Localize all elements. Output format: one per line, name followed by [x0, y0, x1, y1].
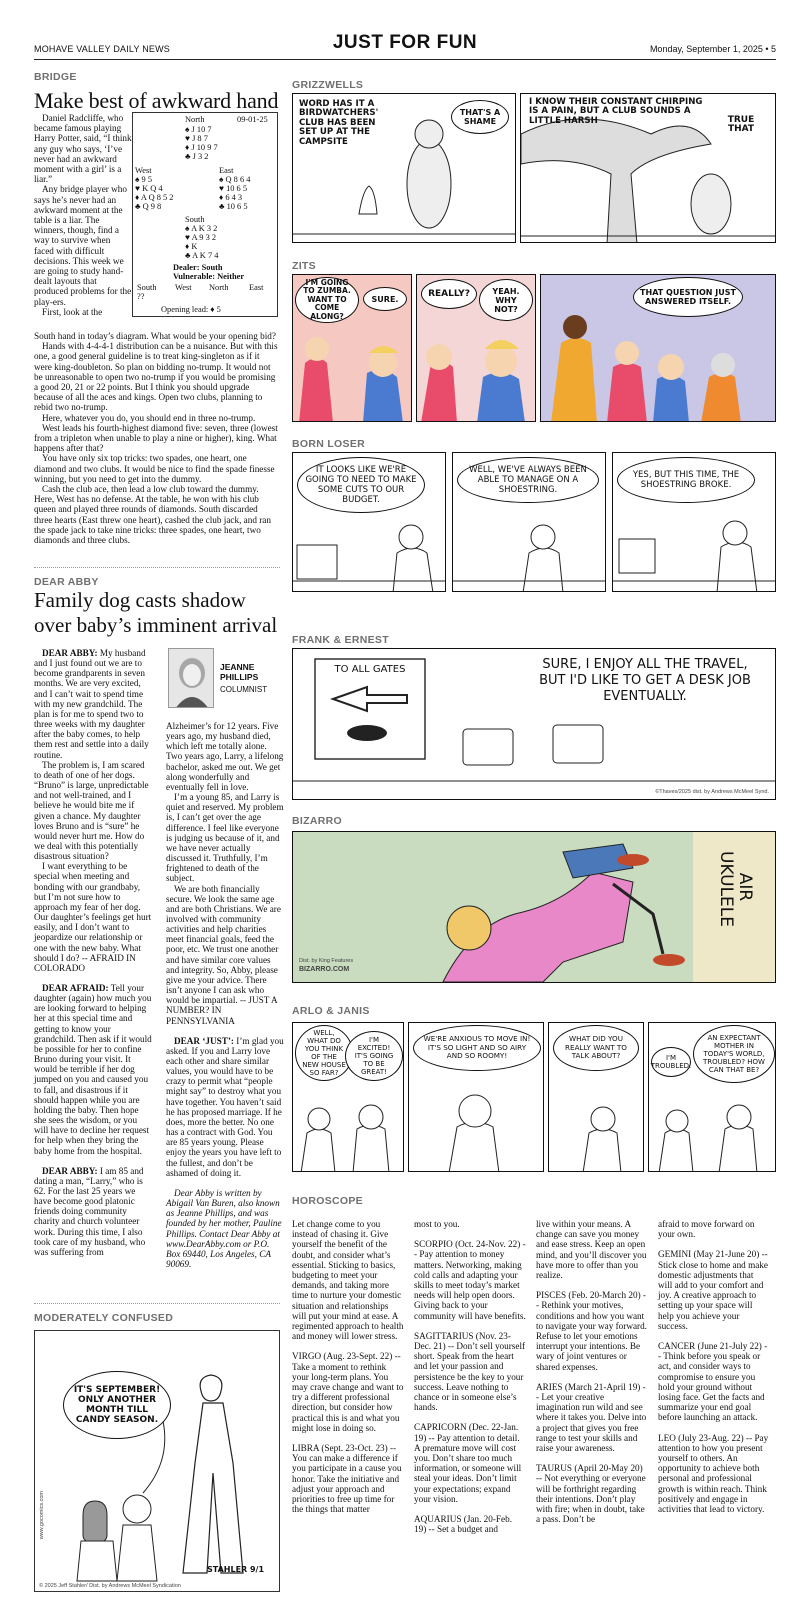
arlo-janis-panel-4	[648, 1022, 776, 1172]
page-title: JUST FOR FUN	[332, 32, 478, 53]
west-clubs: ♣ Q 9 8	[135, 202, 162, 211]
bridge-intro	[34, 113, 132, 317]
abby-reply-p1: Tell your daughter (again) how much you are looking forward to helping her at this special time and getting to know your grandchild. Then ask if it would be possible for her to confine Bruno during your visit. It would be terrible if her dog jumped on you and caused you to fall, and disastrous if it should happen while you are holding the baby. Then hope she sees the wisdom, or you will have to decline her request for help when they bring the baby home from the hospital.	[34, 983, 152, 1156]
west-hearts: ♥ K Q 4	[135, 184, 163, 193]
arlo-janis-panel-2	[408, 1022, 544, 1172]
zits-p2a-bubble: REALLY?	[421, 279, 477, 309]
born-loser-p2-bubble: WELL, WE'VE ALWAYS BEEN ABLE TO MANAGE ON A SHOESTRING.	[457, 457, 599, 503]
zits-comic	[292, 274, 776, 422]
horoscope-aquarius-cont: live within your means. A change can save you money and ease stress. Keep an open mind, and you’ll discover you have more to offer than you realize.	[536, 1219, 647, 1281]
bizarro-caption-1: AIR	[735, 872, 755, 902]
zits-panel-3	[540, 274, 776, 422]
bid-header-south: South	[137, 283, 157, 292]
confused-site: www.gocomics.com	[39, 1491, 45, 1540]
south-clubs: ♣ A K 7 4	[185, 251, 219, 260]
grizzwells-p3-text: I KNOW THEIR CONSTANT CHIRPING IS A PAIN, BUT A CLUB SOUNDS A LITTLE HARSH	[529, 97, 703, 126]
north-hearts: ♥ J 8 7	[185, 134, 208, 143]
south-hearts: ♥ A 9 3 2	[185, 233, 217, 242]
horoscope-sagittarius: SAGITTARIUS (Nov. 23-Dec. 21) -- Don’t sell yourself short. Speak from the heart and let your passion and persistence be the key to your success. Leave nothing to chance or in someone else’s hands.	[414, 1330, 526, 1413]
born-loser-panel-1	[292, 452, 446, 592]
east-label: East	[219, 166, 234, 175]
zits-p1a-bubble: I'M GOING TO ZUMBA. WANT TO COME ALONG?	[295, 277, 359, 323]
horoscope-cancer: CANCER (June 21-July 22) -- Think before you speak or act, and consider ways to compromise to ensure you hold your ground without losing face. Get the facts and summarize your end goal before launching an attack.	[658, 1341, 768, 1423]
horoscope-column-4	[658, 1219, 770, 1514]
columnist-name	[220, 662, 258, 682]
east-hearts: ♥ 10 6 5	[219, 184, 248, 193]
bridge-intro-p1: Daniel Radcliffe, who became famous playing Harry Potter, said, “I think any guy who says, ‘I’ve never had an awkward moment with a girl’ is a liar.”	[34, 113, 132, 185]
bid-header-north: North	[209, 283, 229, 292]
confused-signature: STAHLER 9/1	[207, 1565, 265, 1574]
abby-letter-p1: My husband and I just found out we are to become grandparents in seven months. We are very excited, and I can’t wait to spend time with my new grandchild. The plan is for me to spend two to three weeks with my daughter after the baby comes, to help them rest and settle into a daily routine.	[34, 648, 149, 760]
arlo-janis-kicker: ARLO & JANIS	[292, 1005, 370, 1017]
abby-letter2-p1: I am 85 and dating a man, “Larry,” who is 62. For the last 25 years we have become good platonic friends doing community charity and church volunteer work. During this time, I also took care of my husband, who was suffering from	[34, 1165, 146, 1257]
abby-footer: Dear Abby is written by Abigail Van Buren, also known as Jeanne Phillips, and was founded by her mother, Pauline Phillips. Contact Dear Abby at www.DearAbby.com or P.O. Box 69440, Los Angeles, CA 90069.	[166, 1187, 282, 1269]
arlo-janis-p3-bubble: WHAT DID YOU REALLY WANT TO TALK ABOUT?	[553, 1025, 639, 1071]
east-clubs: ♣ 10 6 5	[219, 202, 248, 211]
horoscope-aquarius: AQUARIUS (Jan. 20-Feb. 19) -- Set a budget and	[414, 1514, 512, 1535]
arlo-janis-p4a-bubble: I'M TROUBLED.	[651, 1047, 691, 1077]
grizzwells-kicker: GRIZZWELLS	[292, 79, 364, 91]
grizzwells-comic	[292, 93, 776, 243]
abby-lead-4: DEAR ‘JUST’:	[174, 1035, 234, 1046]
confused-kicker: MODERATELY CONFUSED	[34, 1312, 174, 1324]
bridge-headline: Make best of awkward hand	[34, 88, 279, 113]
south-label: South	[185, 215, 205, 224]
bridge-intro-p2: Any bridge player who says he’s never had an awkward moment at the table is a liar. The winners, though, find a way to survive when faced with difficult decisions. This week we are going to study hand-dealt layouts that produced problems for the play-ers.	[34, 184, 132, 307]
horoscope-aries: ARIES (March 21-April 19) -- Let your creative imagination run wild and see where it takes you. Delve into a project that gives you free range to test your skills and raise your awareness.	[536, 1381, 647, 1454]
bizarro-comic	[292, 831, 776, 983]
columnist-last-name: PHILLIPS	[220, 672, 259, 682]
arlo-janis-p1b-bubble: I'M EXCITED! IT'S GOING TO BE GREAT!	[345, 1031, 403, 1081]
confused-copyright: © 2025 Jeff Stahler/ Dist. by Andrews McMeel Syndication	[39, 1583, 181, 1589]
horoscope-libra: LIBRA (Sept. 23-Oct. 23) -- You can make a difference if you participate in a cause you honor. Take the initiative and adjust your approach and priorities to free up time for the things that matter	[292, 1443, 402, 1515]
grizzwells-p2-bubble: THAT'S A SHAME	[451, 100, 509, 134]
horoscope-taurus: TAURUS (April 20-May 20) -- Not everything or everyone will be forthright regarding their intentions. Don’t play with fire; when in doubt, take a pass. Don’t be	[536, 1463, 646, 1525]
bridge-body-p6: Cash the club ace, then lead a low club toward the dummy. Here, West has no defense. At the table, he won with his club queen and played three rounds of diamonds. South discarded three hearts (East threw one heart), cashed the club jack, and ran the spade jack to take nine tricks: three spades, one heart, two diamonds and three clubs.	[34, 484, 271, 546]
horoscope-column-2	[414, 1219, 526, 1534]
bridge-body-p1: South hand in today’s diagram. What would be your opening bid?	[34, 331, 276, 341]
zits-panel-2	[416, 274, 536, 422]
page-header	[34, 30, 776, 60]
west-spades: ♠ 9 5	[135, 175, 153, 184]
bizarro-caption-2: UKULELE	[716, 851, 736, 928]
abby-column-1	[34, 648, 152, 1257]
arlo-janis-panel-3	[548, 1022, 644, 1172]
columnist-photo	[168, 648, 214, 708]
abby-lead-3: DEAR ABBY:	[42, 1165, 98, 1176]
columnist-first-name: JEANNE	[220, 662, 255, 672]
frank-ernest-panel	[292, 648, 776, 800]
horoscope-intro: Let change come to you instead of chasing it. Give yourself the benefit of the doubt, and consider what’s essential. Sticking to basics, budgeting to meet your demands, and taking more time to nurture your domestic situation and relationships will put your mind at ease. A regimented approach to health and money will lower stress.	[292, 1219, 404, 1342]
bridge-body-p4: West leads his fourth-highest diamond five: seven, three (lowest from a tripleton when unable to play a nine or higher), king. What happens after that?	[34, 422, 278, 454]
arlo-janis-comic	[292, 1022, 776, 1172]
bridge-body-p5: You have only six top tricks: two spades, one heart, one diamond and two clubs. It would be nice to find the spade finesse winning, but you need to get into the dummy.	[34, 453, 275, 484]
born-loser-p1-bubble: IT LOOKS LIKE WE'RE GOING TO NEED TO MAKE SOME CUTS TO OUR BUDGET.	[297, 457, 425, 513]
horoscope-gemini: GEMINI (May 21-June 20) -- Stick close to home and make domestic adjustments that will add to your comfort and joy. A creative approach to setting up your space will help you achieve your success.	[658, 1249, 768, 1331]
newspaper-name: MOHAVE VALLEY DAILY NEWS	[34, 44, 171, 54]
page-date: Monday, September 1, 2025 • 5	[649, 44, 776, 54]
born-loser-comic	[292, 452, 776, 592]
born-loser-kicker: BORN LOSER	[292, 438, 366, 450]
frank-ernest-speech: SURE, I ENJOY ALL THE TRAVEL, BUT I'D LIKE TO GET A DESK JOB EVENTUALLY.	[539, 657, 751, 704]
dealer: Dealer: South	[173, 263, 223, 272]
grizzwells-p4-text: TRUE THAT	[727, 115, 755, 135]
arlo-janis-p2-bubble: WE'RE ANXIOUS TO MOVE IN! IT'S SO LIGHT AND SO AIRY AND SO ROOMY!	[413, 1025, 541, 1071]
horoscope-virgo: VIRGO (Aug. 23-Sept. 22) -- Take a moment to rethink your long-term plans. You may crave change and want to try a different professional direction, but consider how practical this is and what you might lose in doing so.	[292, 1351, 404, 1433]
zits-p3-bubble: THAT QUESTION JUST ANSWERED ITSELF.	[633, 277, 743, 317]
bizarro-caption	[716, 851, 755, 928]
west-diamonds: ♦ A Q 8 5 2	[135, 193, 174, 202]
grizzwells-panel-1	[292, 93, 516, 243]
horoscope-capricorn: CAPRICORN (Dec. 22-Jan. 19) -- Pay attention to detail. A premature move will cost you. Don’t share too much information, or someone will steal your ideas. Don’t limit your expectations; expand your vision.	[414, 1422, 522, 1504]
grizzwells-panel-2	[520, 93, 776, 243]
grizzwells-p1-text: WORD HAS IT A BIRDWATCHERS' CLUB HAS BEEN SET UP AT THE CAMPSITE	[299, 99, 379, 147]
born-loser-panel-3	[612, 452, 776, 592]
abby-letter2-p3: I’m a young 85, and Larry is quiet and reserved. My problem is, I can’t get over the age difference. I feel like everyone is judging us because of it, and we have never actually discussed it. Truthfully, I’m frightened to death of the subject.	[166, 792, 284, 884]
abby-kicker: DEAR ABBY	[34, 576, 99, 588]
zits-kicker: ZITS	[292, 260, 316, 272]
bridge-body-p3: Here, whatever you do, you should end in three no-trump.	[42, 412, 256, 423]
abby-letter2-p4: We are both financially secure. We look the same age and are both Christians. We are involved with community activities and help charities meet financial goals, feed the poor, etc. We trust one another and have similar core values and integrity. So, Abby, please give me your advice. There isn’t anyone I can ask who would be impartial. -- JUST A NUMBER? IN PENNSYLVANIA	[166, 883, 281, 1026]
bizarro-site: BIZARRO.COM	[299, 966, 350, 973]
horoscope-column-3	[536, 1219, 648, 1524]
arlo-janis-p4b-bubble: AN EXPECTANT MOTHER IN TODAY'S WORLD, TROUBLED? HOW CAN THAT BE?	[693, 1025, 775, 1083]
bizarro-credit: Dist. by King Features	[299, 958, 354, 964]
diagram-date: 09-01-25	[237, 115, 268, 124]
moderately-confused-comic	[34, 1330, 280, 1592]
bizarro-kicker: BIZARRO	[292, 815, 342, 827]
west-label: West	[135, 166, 152, 175]
opening-lead: Opening lead: ♦ 5	[161, 305, 221, 314]
frank-ernest-credit: ©Thaves/2025 dist. by Andrews McMeel Synd.	[655, 789, 769, 795]
south-diamonds: ♦ K	[185, 242, 198, 251]
abby-headline: Family dog casts shadow over baby’s imminent arrival	[34, 588, 278, 637]
frank-ernest-sign: TO ALL GATES	[334, 664, 406, 675]
bridge-kicker: BRIDGE	[34, 71, 77, 83]
abby-column-2	[166, 721, 284, 1269]
abby-lead-2: DEAR AFRAID:	[42, 983, 109, 993]
east-spades: ♠ Q 8 6 4	[219, 175, 251, 184]
horoscope-leo: LEO (July 23-Aug. 22) -- Pay attention to how you present yourself to others. An opportunity to achieve both personal and professional growth is within reach. Think positively and engage in activities that lead to victory.	[658, 1432, 769, 1515]
frank-ernest-kicker: FRANK & ERNEST	[292, 634, 389, 646]
zits-p2b-bubble: YEAH. WHY NOT?	[479, 279, 533, 321]
arlo-janis-panel-1	[292, 1022, 404, 1172]
confused-speech: IT'S SEPTEMBER! ONLY ANOTHER MONTH TILL CANDY SEASON.	[63, 1371, 171, 1439]
horoscope-scorpio: SCORPIO (Oct. 24-Nov. 22) -- Pay attention to money matters. Networking, making cold calls and adapting your skills to meet today’s market needs will help open doors. Giving back to your community will have benefits.	[414, 1239, 526, 1321]
bid-first: ??	[137, 292, 145, 301]
abby-letter-p2: The problem is, I am scared to death of one of her dogs. “Bruno” is large, unpredictable and not well-trained, and I believe he would bite me if given a chance. My daughter loves Bruno and is “sure” he would never hurt me. How do we deal with this potentially disastrous situation?	[34, 759, 149, 862]
bizarro-panel	[292, 831, 776, 983]
born-loser-p3-bubble: YES, BUT THIS TIME, THE SHOESTRING BROKE.	[617, 457, 755, 503]
born-loser-panel-2	[452, 452, 606, 592]
south-spades: ♠ A K 3 2	[185, 224, 218, 233]
horoscope-libra-cont: most to you.	[414, 1219, 460, 1229]
bid-header-east: East	[249, 283, 264, 292]
bid-header-west: West	[175, 283, 192, 292]
north-spades: ♠ J 10 7	[185, 125, 212, 134]
vulnerable: Vulnerable: Neither	[173, 272, 245, 281]
horoscope-kicker: HOROSCOPE	[292, 1195, 363, 1207]
divider	[34, 567, 280, 568]
columnist-role: COLUMNIST	[220, 685, 268, 694]
north-clubs: ♣ J 3 2	[185, 152, 209, 161]
zits-p1b-bubble: SURE.	[363, 287, 407, 311]
horoscope-taurus-cont: afraid to move forward on your own.	[658, 1219, 755, 1240]
bridge-body	[34, 331, 278, 545]
east-diamonds: ♦ 6 4 3	[219, 193, 243, 202]
abby-letter-p3: I want everything to be special when meeting and bonding with our grandbaby, but I’m not sure how to approach my fear of her dog. Our daughter’s feelings get hurt easily, and I don’t want to jeopardize our relationship or one with the new baby. What should I do? -- AFRAID IN COLORADO	[34, 861, 152, 973]
frank-ernest-comic	[292, 648, 776, 800]
zits-panel-1	[292, 274, 412, 422]
north-diamonds: ♦ J 10 9 7	[185, 143, 218, 152]
horoscope-pisces: PISCES (Feb. 20-March 20) -- Rethink your motives, conditions and how you want to navigate your way forward. Refuse to let your emotions interrupt your intentions. Be wary of joint ventures or shared expenses.	[536, 1290, 647, 1372]
abby-letter2-p2: Alzheimer’s for 12 years. Five years ago, my husband died, which left me totally alone. Two years ago, Larry, a lifelong bachelor, asked me out. We get along wonderfully and eventually fell in love.	[166, 721, 284, 792]
abby-lead-1: DEAR ABBY:	[42, 648, 98, 658]
abby-reply2: I’m glad you asked. If you and Larry love each other and share similar values, you would have to be crazy to permit what “people might say” to destroy what you have together. You haven’t said he has proposed marriage. If he does, more the better. No one has a contract with God. You are 85 years young. Please enjoy the years you have left to the fullest, and don’t be ashamed of doing it.	[166, 1035, 284, 1178]
bridge-diagram	[132, 112, 278, 317]
arlo-janis-p1a-bubble: WELL, WHAT DO YOU THINK OF THE NEW HOUSE SO FAR?	[295, 1025, 353, 1081]
divider	[34, 1303, 280, 1304]
north-label: North	[185, 115, 205, 124]
bridge-intro-p3: First, look at the	[42, 306, 103, 317]
horoscope-column-1	[292, 1219, 404, 1514]
bridge-body-p2: Hands with 4-4-4-1 distribution can be a nuisance. But with this one, a good general guideline is to treat king-singleton as if it were king-doubleton. So plan on bidding no-trump. It would not be unreasonable to open two no-trump if you would be promising a good 20, 21 or 22 points. But I think you should upgrade because of all the aces and kings. Open two clubs, planning to rebid two no-trump.	[34, 341, 278, 413]
